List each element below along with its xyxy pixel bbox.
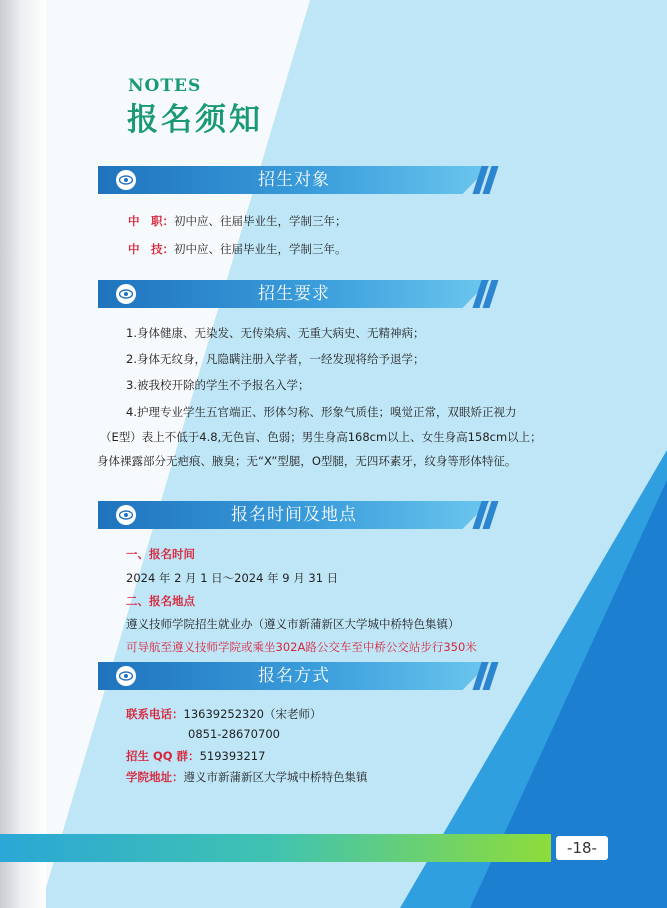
section-bar-method — [98, 662, 490, 690]
time-heading: 一、报名时间 — [126, 547, 195, 561]
footer-band — [0, 834, 551, 862]
contact-phone: 联系电话：13639252320（宋老师） — [126, 707, 322, 721]
section-title: 报名时间及地点 — [231, 505, 357, 525]
place-text: 遵义技师学院招生就业办（遵义市新蒲新区大学城中桥特色集镇） — [126, 617, 460, 631]
section-title: 招生要求 — [258, 284, 330, 304]
contact-qq: 招生 QQ 群：519393217 — [126, 749, 266, 763]
section-bar-time — [98, 501, 490, 529]
require-item-4a: 4.护理专业学生五官端正、形体匀称、形象气质佳；嗅觉正常，双眼矫正视力 — [126, 405, 517, 419]
page-title: 报名须知 — [127, 102, 263, 138]
section-title: 报名方式 — [258, 666, 330, 686]
header-notes: NOTES — [128, 76, 202, 96]
target-line-1: 中 职：初中应、往届毕业生，学制三年； — [128, 214, 347, 228]
section-title: 招生对象 — [258, 170, 330, 190]
navigation-note: 可导航至遵义技师学院或乘坐302A路公交车至中桥公交站步行350米 — [126, 640, 477, 654]
place-heading: 二、报名地点 — [126, 594, 195, 608]
page-number: -18- — [556, 836, 608, 860]
section-bar-target — [98, 166, 490, 194]
section-bar-require — [98, 280, 490, 308]
require-item-2: 2.身体无纹身，凡隐瞒注册入学者，一经发现将给予退学； — [126, 352, 425, 366]
require-item-3: 3.被我校开除的学生不予报名入学； — [126, 378, 310, 392]
target-line-2: 中 技：初中应、往届毕业生，学制三年。 — [128, 242, 347, 256]
contact-phone-2: 0851-28670700 — [188, 727, 280, 741]
require-item-4b: （E型）表上不低于4.8,无色盲、色弱；男生身高168cm以上、女生身高158cm以上； — [100, 430, 542, 444]
time-date: 2024 年 2 月 1 日～2024 年 9 月 31 日 — [126, 571, 339, 585]
require-item-1: 1.身体健康、无染发、无传染病、无重大病史、无精神病； — [126, 326, 425, 340]
contact-address: 学院地址：遵义市新蒲新区大学城中桥特色集镇 — [126, 770, 368, 784]
book-spine-shadow — [0, 0, 46, 908]
require-item-4c: 身体裸露部分无疤痕、腋臭；无“X”型腿，O型腿，无四环素牙，纹身等形体特征。 — [97, 454, 517, 468]
